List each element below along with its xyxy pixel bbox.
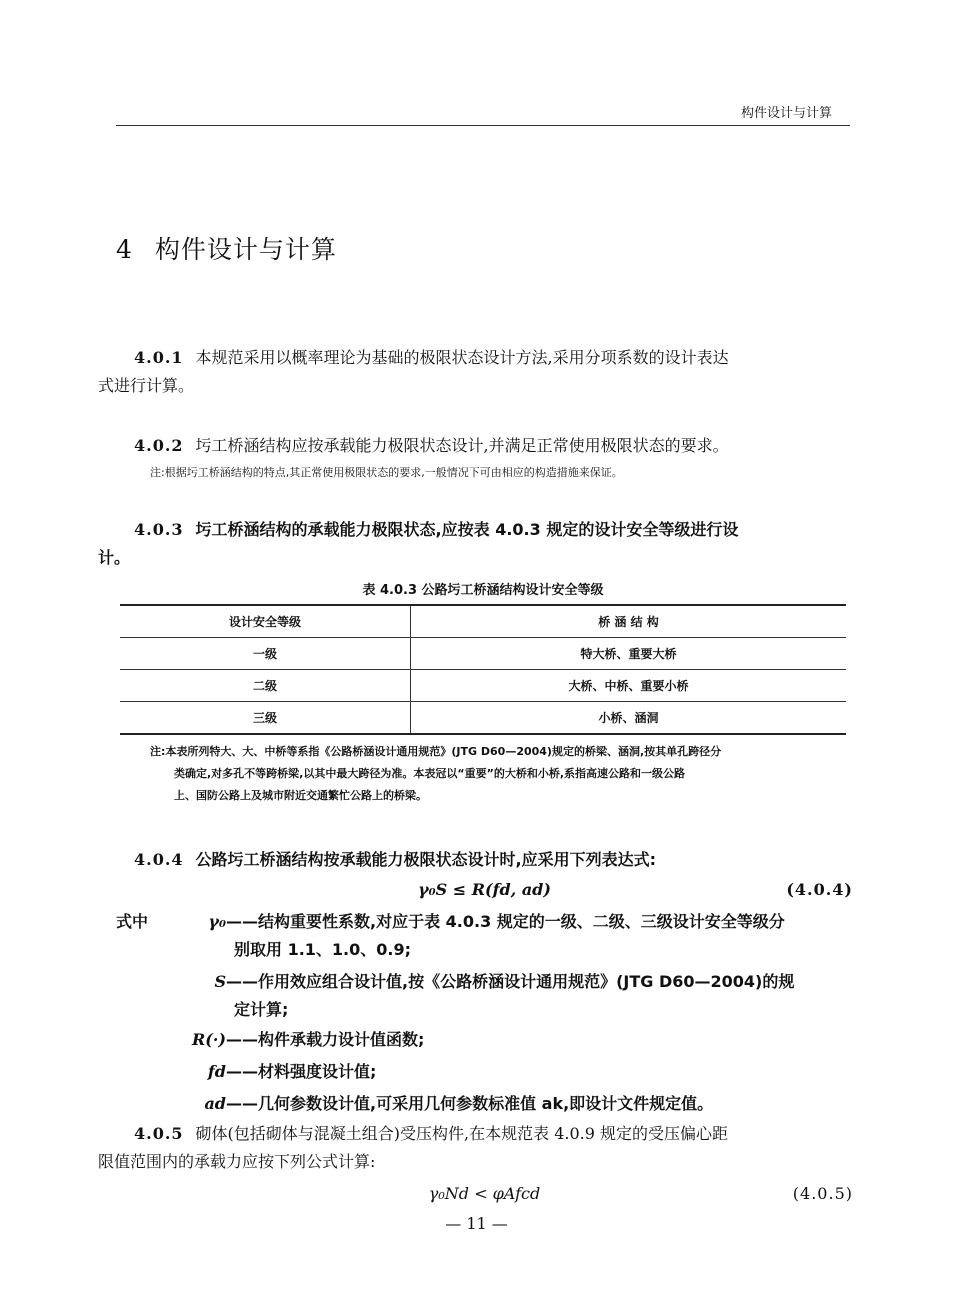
clause-4-0-3 (98, 516, 853, 572)
definition-text: ——材料强度设计值; (226, 1062, 377, 1081)
formula-number: (4.0.5) (792, 1184, 853, 1203)
formula-4-0-4 (116, 880, 853, 906)
clause-text: 砌体(包括砌体与混凝土组合)受压构件,在本规范表 4.0.9 规定的受压偏心距 (195, 1124, 729, 1143)
table-cell: 一级 (120, 638, 411, 670)
table-header-cell: 桥 涵 结 构 (411, 605, 847, 638)
definition-symbol: ad (204, 1094, 226, 1113)
clause-number: 4.0.2 (134, 436, 184, 455)
table-caption: 表 4.0.3 公路圬工桥涵结构设计安全等级 (362, 583, 604, 598)
table-note (150, 741, 850, 807)
table-row (120, 702, 846, 735)
clause-4-0-1 (98, 344, 853, 400)
definition-text: ——构件承载力设计值函数; (226, 1030, 425, 1049)
safety-grade-table (120, 604, 846, 735)
table-header-row (120, 605, 846, 638)
table-note-line: 类确定,对多孔不等跨桥梁,以其中最大跨径为准。本表冠以“重要”的大桥和小桥,系指高速公路和一级公路 (174, 767, 685, 780)
clause-text: 公路圬工桥涵结构按承载能力极限状态设计时,应采用下列表达式: (195, 850, 657, 869)
table-cell: 特大桥、重要大桥 (411, 638, 847, 670)
running-header (116, 100, 850, 126)
chapter-title (116, 230, 337, 266)
running-header-title: 构件设计与计算 (740, 106, 832, 121)
clause-4-0-5 (98, 1120, 853, 1176)
definition-symbol: γ₀ (208, 912, 226, 931)
clause-text: 圬工桥涵结构应按承载能力极限状态设计,并满足正常使用极限状态的要求。 (195, 436, 729, 455)
definition-symbol: S (214, 972, 226, 991)
definition-text: ——几何参数设计值,可采用几何参数标准值 ak,即设计文件规定值。 (226, 1094, 714, 1113)
chapter-heading: 构件设计与计算 (154, 235, 337, 264)
definition-text: ——结构重要性系数,对应于表 4.0.3 规定的一级、二级、三级设计安全等级分 (226, 912, 785, 931)
table-cell: 二级 (120, 670, 411, 702)
definition-r (116, 1026, 853, 1054)
clause-number: 4.0.1 (134, 348, 184, 367)
formula-expression: γ₀S ≤ R(fd, ad) (418, 880, 551, 899)
clause-text-continued: 计。 (98, 548, 131, 567)
clause-number: 4.0.4 (134, 850, 184, 869)
where-label: 式中 (116, 912, 149, 931)
clause-4-0-2-note: 注:根据圬工桥涵结构的特点,其正常使用极限状态的要求,一般情况下可由相应的构造措施来保证。 (150, 466, 623, 479)
table-row (120, 638, 846, 670)
clause-text-continued: 式进行计算。 (98, 376, 195, 395)
table-note-line: 注:本表所列特大、大、中桥等系指《公路桥涵设计通用规范》(JTG D60—2004)规定的桥梁、涵洞,按其单孔跨径分 (150, 745, 722, 758)
clause-number: 4.0.5 (134, 1124, 184, 1143)
definition-s (116, 968, 853, 1024)
clause-text-continued: 限值范围内的承载力应按下列公式计算: (98, 1152, 376, 1171)
definition-gamma0 (116, 908, 853, 964)
page-number: — 11 — (445, 1214, 508, 1233)
table-note-line: 上、国防公路上及城市附近交通繁忙公路上的桥梁。 (174, 789, 427, 802)
table-header-cell: 设计安全等级 (120, 605, 411, 638)
clause-number: 4.0.3 (134, 520, 184, 539)
formula-4-0-5 (116, 1184, 853, 1210)
table-cell: 大桥、中桥、重要小桥 (411, 670, 847, 702)
definition-ad (116, 1090, 853, 1118)
definition-text-continued: 别取用 1.1、1.0、0.9; (234, 940, 412, 959)
clause-4-0-4 (116, 846, 853, 874)
formula-expression: γ₀Nd < φAfcd (428, 1184, 541, 1203)
definition-fd (116, 1058, 853, 1086)
definition-symbol: R(·) (191, 1030, 226, 1049)
clause-text: 圬工桥涵结构的承载能力极限状态,应按表 4.0.3 规定的设计安全等级进行设 (195, 520, 739, 539)
table-row (120, 670, 846, 702)
clause-text: 本规范采用以概率理论为基础的极限状态设计方法,采用分项系数的设计表达 (195, 348, 729, 367)
definition-symbol: fd (207, 1062, 226, 1081)
table-cell: 小桥、涵洞 (411, 702, 847, 735)
chapter-number: 4 (116, 235, 133, 264)
clause-4-0-2 (116, 432, 853, 460)
definition-text: ——作用效应组合设计值,按《公路桥涵设计通用规范》(JTG D60—2004)的规 (226, 972, 795, 991)
formula-number: (4.0.4) (786, 880, 853, 899)
table-cell: 三级 (120, 702, 411, 735)
definition-text-continued: 定计算; (234, 1000, 289, 1019)
